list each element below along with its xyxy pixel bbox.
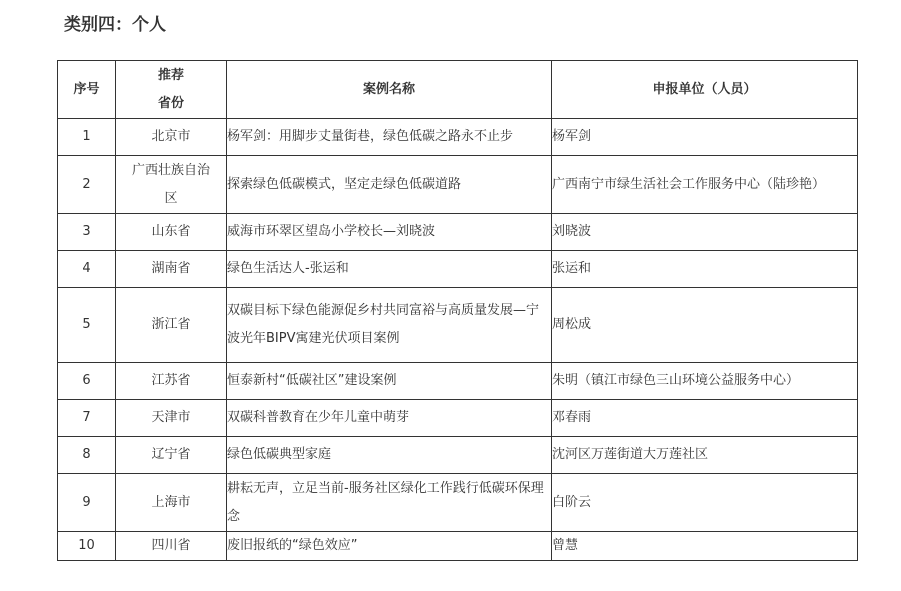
cell-case-name: 废旧报纸的“绿色效应”	[227, 532, 552, 561]
cell-province: 天津市	[116, 400, 227, 437]
table-row	[58, 363, 858, 400]
table-row	[58, 288, 858, 363]
cell-applicant: 曾慧	[552, 532, 858, 561]
cell-province: 四川省	[116, 532, 227, 561]
header-applicant: 申报单位（人员）	[552, 61, 858, 119]
cell-applicant: 广西南宁市绿生活社会工作服务中心（陆珍艳）	[552, 156, 858, 214]
cell-province: 浙江省	[116, 288, 227, 363]
table-row	[58, 532, 858, 561]
cell-index: 9	[58, 474, 116, 532]
cell-index: 3	[58, 214, 116, 251]
header-index: 序号	[58, 61, 116, 119]
cell-province: 上海市	[116, 474, 227, 532]
section-heading: 类别四：个人	[64, 15, 166, 35]
table-row	[58, 400, 858, 437]
case-table	[57, 60, 858, 561]
cell-case-name: 威海市环翠区望岛小学校长—刘晓波	[227, 214, 552, 251]
cell-applicant: 周松成	[552, 288, 858, 363]
cell-case-name: 双碳科普教育在少年儿童中萌芽	[227, 400, 552, 437]
cell-province: 江苏省	[116, 363, 227, 400]
table-row	[58, 437, 858, 474]
cell-case-name: 探索绿色低碳模式，坚定走绿色低碳道路	[227, 156, 552, 214]
cell-applicant: 朱明（镇江市绿色三山环境公益服务中心）	[552, 363, 858, 400]
cell-province: 湖南省	[116, 251, 227, 288]
cell-applicant: 杨军剑	[552, 119, 858, 156]
cell-applicant: 邓春雨	[552, 400, 858, 437]
cell-applicant: 白阶云	[552, 474, 858, 532]
table-header-row	[58, 61, 858, 119]
table-row	[58, 119, 858, 156]
cell-province: 辽宁省	[116, 437, 227, 474]
cell-index: 4	[58, 251, 116, 288]
table-row	[58, 251, 858, 288]
header-province	[116, 61, 227, 119]
header-province-line1: 推荐	[157, 67, 184, 83]
cell-applicant: 刘晓波	[552, 214, 858, 251]
cell-applicant: 张运和	[552, 251, 858, 288]
cell-province: 北京市	[116, 119, 227, 156]
cell-index: 7	[58, 400, 116, 437]
cell-case-name: 恒泰新村“低碳社区”建设案例	[227, 363, 552, 400]
table-row	[58, 474, 858, 532]
header-case-name: 案例名称	[227, 61, 552, 119]
cell-index: 5	[58, 288, 116, 363]
table-row	[58, 156, 858, 214]
cell-applicant: 沈河区万莲街道大万莲社区	[552, 437, 858, 474]
cell-case-name: 双碳目标下绿色能源促乡村共同富裕与高质量发展—宁波光年BIPV寓建光伏项目案例	[227, 288, 552, 363]
cell-province: 广西壮族自治区	[116, 156, 227, 214]
cell-index: 8	[58, 437, 116, 474]
cell-case-name: 杨军剑：用脚步丈量街巷，绿色低碳之路永不止步	[227, 119, 552, 156]
cell-case-name: 耕耘无声，立足当前-服务社区绿化工作践行低碳环保理念	[227, 474, 552, 532]
cell-index: 10	[58, 532, 116, 561]
cell-province: 山东省	[116, 214, 227, 251]
cell-index: 2	[58, 156, 116, 214]
table-row	[58, 214, 858, 251]
cell-case-name: 绿色生活达人-张运和	[227, 251, 552, 288]
cell-index: 1	[58, 119, 116, 156]
header-province-line2: 省份	[157, 95, 184, 111]
cell-index: 6	[58, 363, 116, 400]
cell-case-name: 绿色低碳典型家庭	[227, 437, 552, 474]
